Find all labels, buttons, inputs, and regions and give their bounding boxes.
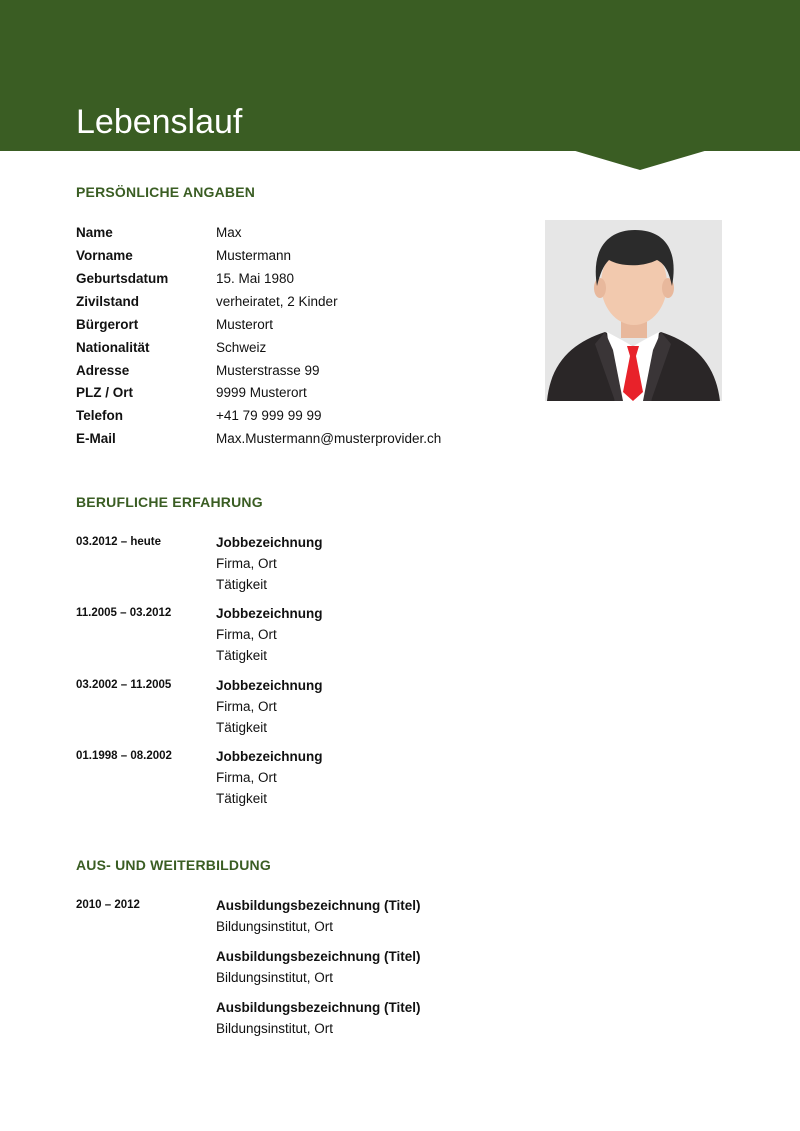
info-row xyxy=(76,406,536,426)
info-value: Max.Mustermann@musterprovider.ch xyxy=(216,431,442,446)
info-label: Name xyxy=(76,225,113,240)
info-label: Adresse xyxy=(76,363,130,378)
info-value: Mustermann xyxy=(216,248,292,263)
info-row xyxy=(76,223,536,243)
education-institute: Bildungsinstitut, Ort xyxy=(216,919,334,934)
section-title-personal: PERSÖNLICHE ANGABEN xyxy=(76,184,256,200)
entry-date: 11.2005 – 03.2012 xyxy=(76,607,172,619)
info-value: 9999 Musterort xyxy=(216,385,307,400)
company: Firma, Ort xyxy=(216,770,277,785)
education-title: Ausbildungsbezeichnung (Titel) xyxy=(216,949,421,964)
info-label: Zivilstand xyxy=(76,294,140,309)
info-row xyxy=(76,246,536,266)
company: Firma, Ort xyxy=(216,627,277,642)
info-row xyxy=(76,292,536,312)
section-title-education: AUS- UND WEITERBILDUNG xyxy=(76,857,271,873)
section-title-experience: BERUFLICHE ERFAHRUNG xyxy=(76,494,263,510)
info-row xyxy=(76,269,536,289)
info-value: Max xyxy=(216,225,242,240)
job-title: Jobbezeichnung xyxy=(216,749,323,764)
info-value: Musterstrasse 99 xyxy=(216,363,320,378)
entry-date: 03.2012 – heute xyxy=(76,536,162,548)
education-title: Ausbildungsbezeichnung (Titel) xyxy=(216,1000,421,1015)
info-row xyxy=(76,361,536,381)
info-value: Musterort xyxy=(216,317,274,332)
entry-date: 2010 – 2012 xyxy=(76,899,140,911)
education-institute: Bildungsinstitut, Ort xyxy=(216,1021,334,1036)
info-label: Vorname xyxy=(76,248,133,263)
info-row xyxy=(76,338,536,358)
info-label: E-Mail xyxy=(76,431,116,446)
info-label: Bürgerort xyxy=(76,317,139,332)
page-title: Lebenslauf xyxy=(76,103,243,141)
header-notch xyxy=(572,150,708,170)
company: Firma, Ort xyxy=(216,699,277,714)
entry-date: 01.1998 – 08.2002 xyxy=(76,750,172,762)
education-title: Ausbildungsbezeichnung (Titel) xyxy=(216,898,421,913)
info-label: PLZ / Ort xyxy=(76,385,133,400)
job-title: Jobbezeichnung xyxy=(216,535,323,550)
job-title: Jobbezeichnung xyxy=(216,606,323,621)
activity: Tätigkeit xyxy=(216,577,268,592)
job-title: Jobbezeichnung xyxy=(216,678,323,693)
info-row xyxy=(76,315,536,335)
avatar-businessman-icon xyxy=(545,220,722,401)
info-value: verheiratet, 2 Kinder xyxy=(216,294,338,309)
info-label: Geburtsdatum xyxy=(76,271,169,286)
activity: Tätigkeit xyxy=(216,648,268,663)
info-value: +41 79 999 99 99 xyxy=(216,408,322,423)
profile-photo xyxy=(545,220,722,401)
info-value: 15. Mai 1980 xyxy=(216,271,295,286)
info-row xyxy=(76,383,536,403)
info-value: Schweiz xyxy=(216,340,267,355)
education-institute: Bildungsinstitut, Ort xyxy=(216,970,334,985)
activity: Tätigkeit xyxy=(216,791,268,806)
company: Firma, Ort xyxy=(216,556,277,571)
entry-date: 03.2002 – 11.2005 xyxy=(76,679,172,691)
activity: Tätigkeit xyxy=(216,720,268,735)
info-label: Nationalität xyxy=(76,340,150,355)
info-label: Telefon xyxy=(76,408,123,423)
header-band xyxy=(0,0,800,151)
info-row xyxy=(76,429,536,449)
